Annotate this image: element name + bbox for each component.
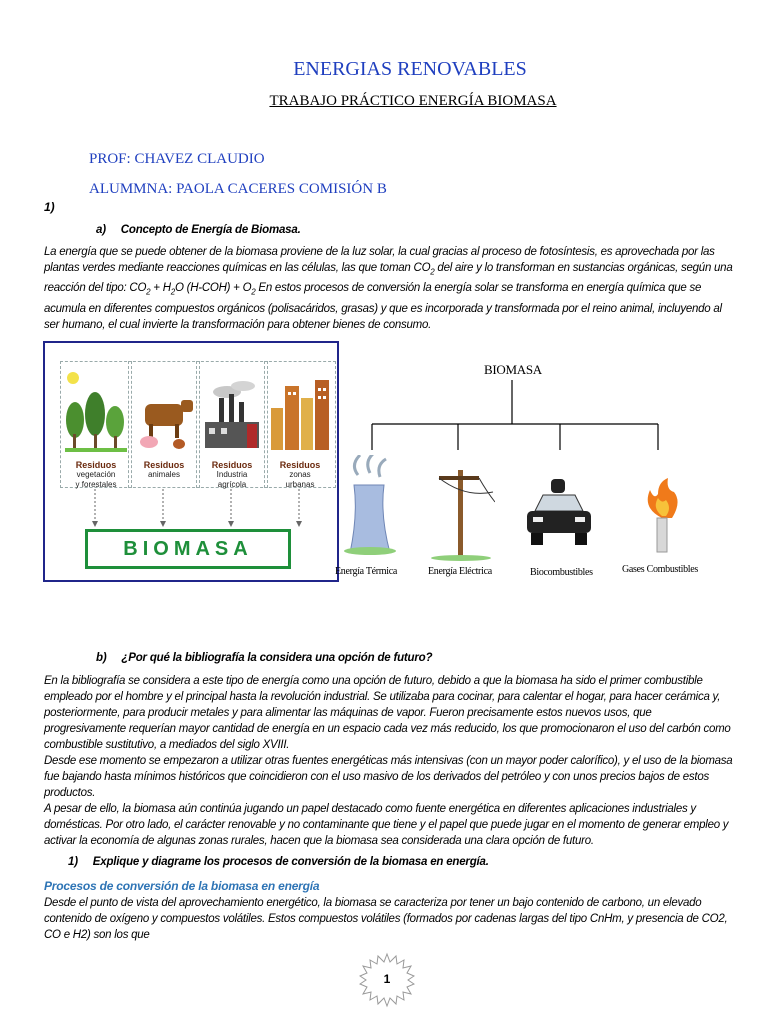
label-energia-electrica: Energía Eléctrica	[428, 566, 492, 577]
card-industry: Residuos Industria agrícola	[196, 361, 268, 488]
label-biocombustibles: Biocombustibles	[530, 567, 593, 578]
card-animals: Residuos animales	[128, 361, 200, 488]
arrow-connectors	[45, 343, 335, 533]
document-title: ENERGIAS RENOVABLES	[293, 58, 527, 80]
diagram-root-label: BIOMASA	[484, 362, 542, 377]
cooling-tower-icon	[340, 455, 400, 555]
tree-connectors	[360, 380, 670, 460]
question-b: b) ¿Por qué la bibliografía la considera una opción de futuro?	[96, 652, 433, 664]
power-pole-icon	[425, 462, 495, 562]
label-gases-combustibles: Gases Combustibles	[622, 564, 698, 575]
paragraph-b: En la bibliografía se considera a este tipo de energía como una opción de futuro, debido a que la biomasa ha sido el primer combustible empleado por el hombre y el principal hasta la revolución industrial. Se utilizaba para cocinar, para calentar el hogar, para hacer cerámica y, posteriormente, para producir metales y para alimentar las máquinas de vapor. Fueron precisamente estos nuevos usos, que progresivamente requerían mayor cantidad de energía en un espacio cada vez más reducido, los que promocionaron el uso del carbón como combustible sustitutivo, a mediados del siglo XVIII. Desde ese momento se empezaron a utilizar otras fuentes energéticas más intensivas (con un mayor poder calorífico), y el uso de la biomasa fue bajando hasta mínimos históricos que coincidieron con el uso masivo de los derivados del petróleo y con unos precios bajos de estos productos. A pesar de ello, la biomasa aún continúa jugando un papel destacado como fuente energética en diferentes aplicaciones industriales y domésticas. Por otro lado, el carácter renovable y no contaminante que tiene y el papel que puede jugar en el momento de generar empleo y activar la economía de algunas zonas rurales, hacen que la biomasa sea considerada una clara opción de futuro.	[44, 675, 733, 847]
torch-flame-icon	[640, 478, 685, 558]
page-number: 1	[383, 972, 391, 986]
paragraph-a: La energía que se puede obtener de la biomasa proviene de la luz solar, la cual gracias al proceso de fotosíntesis, es aprovechada por las plantas verdes mediante reacciones químicas en las células, las que toman $CO_2$ del aire y lo transforman en sustancias orgánicas, según una reacción del tipo: $CO_2 + H_2O$ $(H-COH) + O_2$ En estos procesos de conversión la energía solar se transforma en energía química que se acumula en diferentes compuestos orgánicos (polisacáridos, grasas) y que es incorporada y transformada por el reino animal, incluyendo al ser humano, el cual invierte la transformación para obtener bienes de consumo.	[44, 246, 733, 331]
biomass-sources-infographic	[43, 341, 339, 582]
professor-name: PROF: CHAVEZ CLAUDIO	[89, 151, 265, 167]
question-2: 1) Explique y diagrame los procesos de conversión de la biomasa en energía.	[68, 856, 489, 868]
paragraph-c: Desde el punto de vista del aprovechamiento energético, la biomasa se caracteriza por tener un bajo contenido de carbono, un elevado contenido de oxígeno y compuestos volátiles. Estos compuestos volátiles (formados por cadenas largas del tipo CnHm, y presencia de CO2, CO e H2) son los que	[44, 897, 728, 941]
question-a: a) Concepto de Energía de Biomasa.	[96, 224, 301, 236]
document-subtitle: TRABAJO PRÁCTICO ENERGÍA BIOMASA	[269, 93, 557, 109]
label-energia-termica: Energía Térmica	[335, 566, 398, 577]
card-urban: Residuos zonas urbanas	[264, 361, 336, 488]
car-icon	[525, 475, 593, 555]
card-vegetation: Residuos vegetación y forestales	[60, 361, 132, 488]
biomasa-label-box: BIOMASA	[85, 529, 291, 569]
section-number: 1)	[44, 200, 55, 214]
section-heading: Procesos de conversión de la biomasa en energía	[44, 879, 320, 893]
page-number-badge	[359, 952, 415, 1008]
student-name: ALUMMNA: PAOLA CACERES COMISIÓN B	[89, 181, 387, 197]
